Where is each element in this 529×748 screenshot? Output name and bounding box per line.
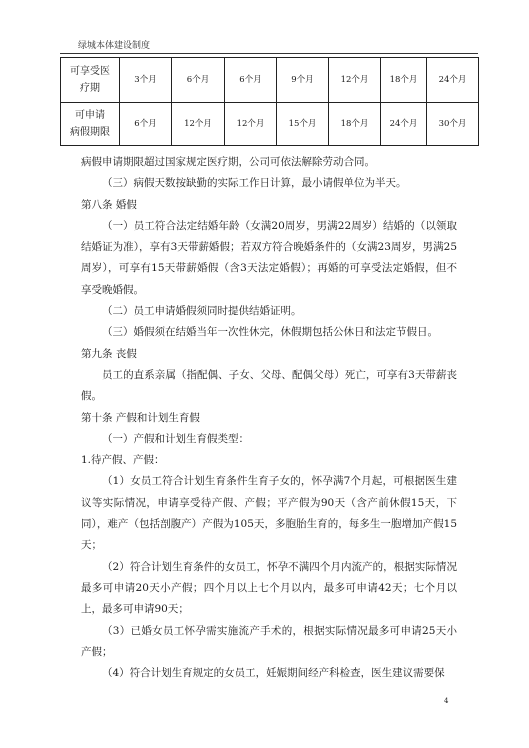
row-header [61, 103, 120, 146]
row-header-line: 可享受医 [70, 66, 110, 77]
paragraph: 员工的直系亲属（指配偶、子女、父母、配偶父母）死亡，可享有3天带薪丧假。 [81, 368, 457, 403]
table-cell: 12个月 [225, 103, 277, 146]
section-heading: 第八条 婚假 [81, 198, 137, 211]
paragraph: （4）符合计划生育规定的女员工，妊娠期间经产科检查，医生建议需要保 [102, 667, 445, 680]
paragraph: （一）员工符合法定结婚年龄（女满20周岁，男满22周岁）结婚的（以领取结婚证为准），享有3天带薪婚假；若双方符合晚婚条件的（女满23周岁，男满25周岁），可享有15天带薪婚假（含3天法定婚假）；再婚的可享受法定婚假，但不享受晚婚假。 [81, 219, 457, 296]
table-cell: 12个月 [172, 103, 225, 146]
paragraph: （三）婚假须在结婚当年一次性休完，休假期包括公休日和法定节假日。 [102, 326, 438, 339]
paragraph: （2）符合计划生育条件的女员工，怀孕不满四个月内流产的，根据实际情况最多可申请20天小产假；四个月以上七个月以内，最多可申请42天；七个月以上，最多可申请90天； [81, 560, 457, 616]
paragraph: （3）已婚女员工怀孕需实施流产手术的，根据实际情况最多可申请25天小产假； [81, 624, 457, 658]
row-header-line: 疗期 [80, 83, 100, 94]
table-cell: 18个月 [329, 103, 381, 146]
paragraph: 病假申请期限超过国家规定医疗期，公司可依法解除劳动合同。 [81, 156, 375, 168]
paragraph: 1.待产假、产假： [81, 454, 165, 467]
table-cell: 12个月 [329, 58, 381, 103]
paragraph: （二）员工申请婚假须同时提供结婚证明。 [102, 305, 302, 318]
section-heading: 第十条 产假和计划生育假 [81, 411, 200, 424]
table-cell: 24个月 [427, 58, 479, 103]
table-cell: 15个月 [277, 103, 329, 146]
table-cell: 18个月 [381, 58, 427, 103]
table-cell: 6个月 [172, 58, 225, 103]
table-cell: 6个月 [120, 103, 172, 146]
table-cell: 9个月 [277, 58, 329, 103]
row-header-line: 可申请 [75, 110, 105, 121]
document-header: 绿城本体建设制度 [78, 41, 151, 51]
table-cell: 30个月 [427, 103, 479, 146]
table-cell: 6个月 [225, 58, 277, 103]
paragraph: （1）女员工符合计划生育条件生育子女的，怀孕满7个月起，可根据医生建议等实际情况，申请享受待产假、产假；平产假为90天（含产前休假15天，下同），难产（包括剖腹产）产假为105天，多胞胎生育的，每多生一胞增加产假15天； [81, 475, 457, 552]
table-row [61, 58, 479, 103]
section-heading: 第九条 丧假 [81, 347, 137, 360]
document-body [81, 152, 457, 684]
paragraph: （一）产假和计划生育假类型： [102, 432, 249, 445]
paragraph: （三）病假天数按缺勤的实际工作日计算，最小请假单位为半天。 [102, 177, 407, 190]
row-header [61, 58, 120, 103]
table-row [61, 103, 479, 146]
sick-leave-table [60, 57, 479, 146]
header-rule [60, 53, 478, 54]
table-cell: 3个月 [120, 58, 172, 103]
page-number: 4 [444, 697, 449, 705]
row-header-line: 病假期限 [70, 127, 110, 138]
table-cell: 24个月 [381, 103, 427, 146]
